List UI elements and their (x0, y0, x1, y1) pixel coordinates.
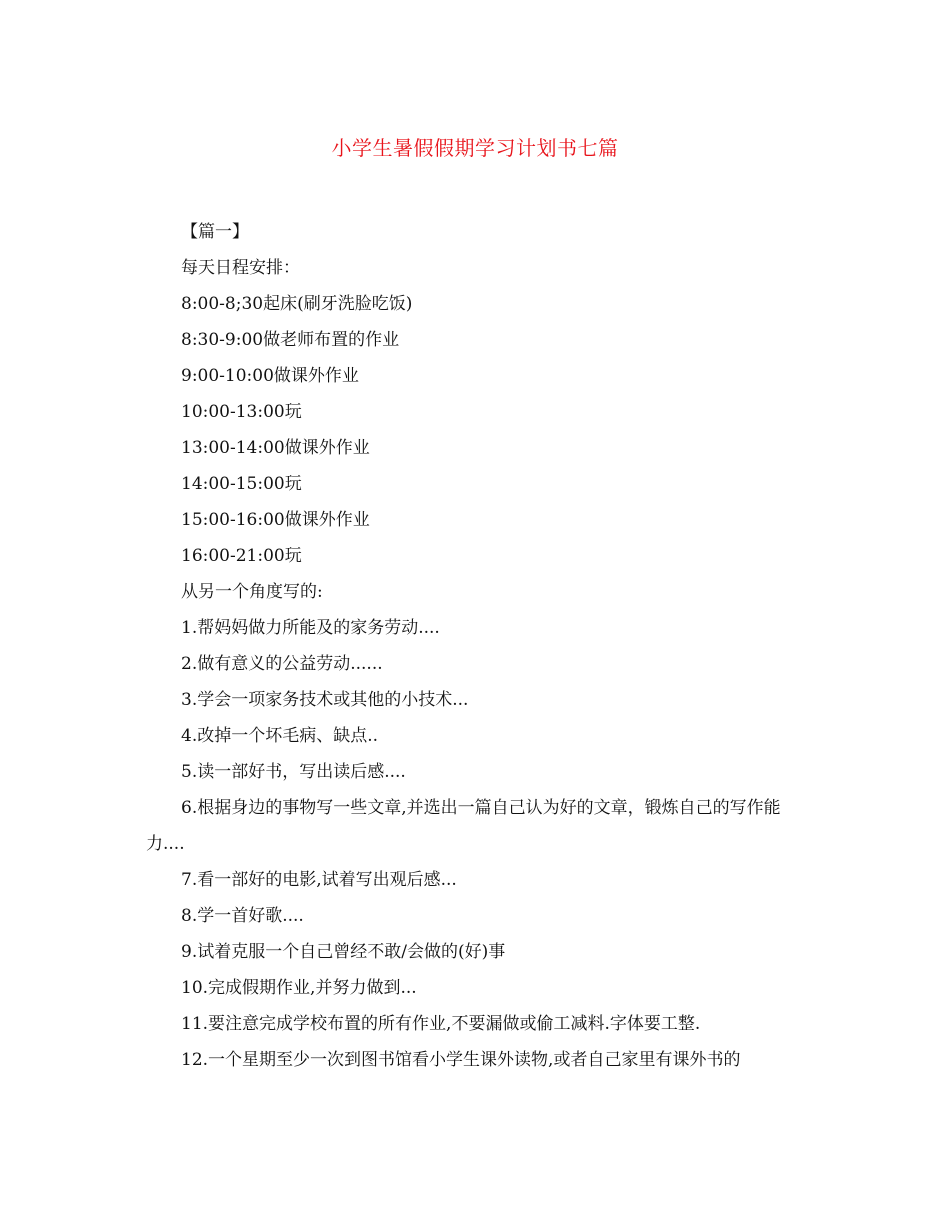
schedule-item: 8:30-9:00做老师布置的作业 (181, 330, 400, 350)
plan-item: 10.完成假期作业,并努力做到... (181, 978, 417, 998)
plan-item: 5.读一部好书，写出读后感.... (181, 762, 406, 782)
schedule-item: 10:00-13:00玩 (181, 402, 302, 422)
list-intro: 从另一个角度写的: (181, 582, 323, 602)
schedule-item: 9:00-10:00做课外作业 (181, 366, 359, 386)
plan-item: 6.根据身边的事物写一些文章,并选出一篇自己认为好的文章，锻炼自己的写作能力.... (146, 798, 781, 854)
plan-item: 1.帮妈妈做力所能及的家务劳动.... (181, 618, 440, 638)
plan-item: 9.试着克服一个自己曾经不敢/会做的(好)事 (181, 942, 506, 962)
schedule-item: 15:00-16:00做课外作业 (181, 510, 370, 530)
schedule-item: 14:00-15:00玩 (181, 474, 302, 494)
schedule-item: 13:00-14:00做课外作业 (181, 438, 370, 458)
plan-item: 4.改掉一个坏毛病、缺点.. (181, 726, 379, 746)
plan-item: 8.学一首好歌.... (181, 906, 304, 926)
plan-item: 11.要注意完成学校布置的所有作业,不要漏做或偷工减料.字体要工整. (181, 1014, 701, 1034)
plan-item: 3.学会一项家务技术或其他的小技术... (181, 690, 469, 710)
document-title: 小学生暑假假期学习计划书七篇 (331, 136, 619, 160)
schedule-item: 8:00-8;30起床(刷牙洗脸吃饭) (181, 294, 413, 314)
section-heading: 【篇一】 (181, 222, 249, 242)
document-body (146, 214, 810, 1078)
schedule-intro: 每天日程安排： (181, 258, 300, 278)
plan-item: 2.做有意义的公益劳动...... (181, 654, 383, 674)
plan-item: 7.看一部好的电影,试着写出观后感... (181, 870, 457, 890)
schedule-item: 16:00-21:00玩 (181, 546, 302, 566)
plan-item: 12.一个星期至少一次到图书馆看小学生课外读物,或者自己家里有课外书的 (181, 1050, 741, 1070)
